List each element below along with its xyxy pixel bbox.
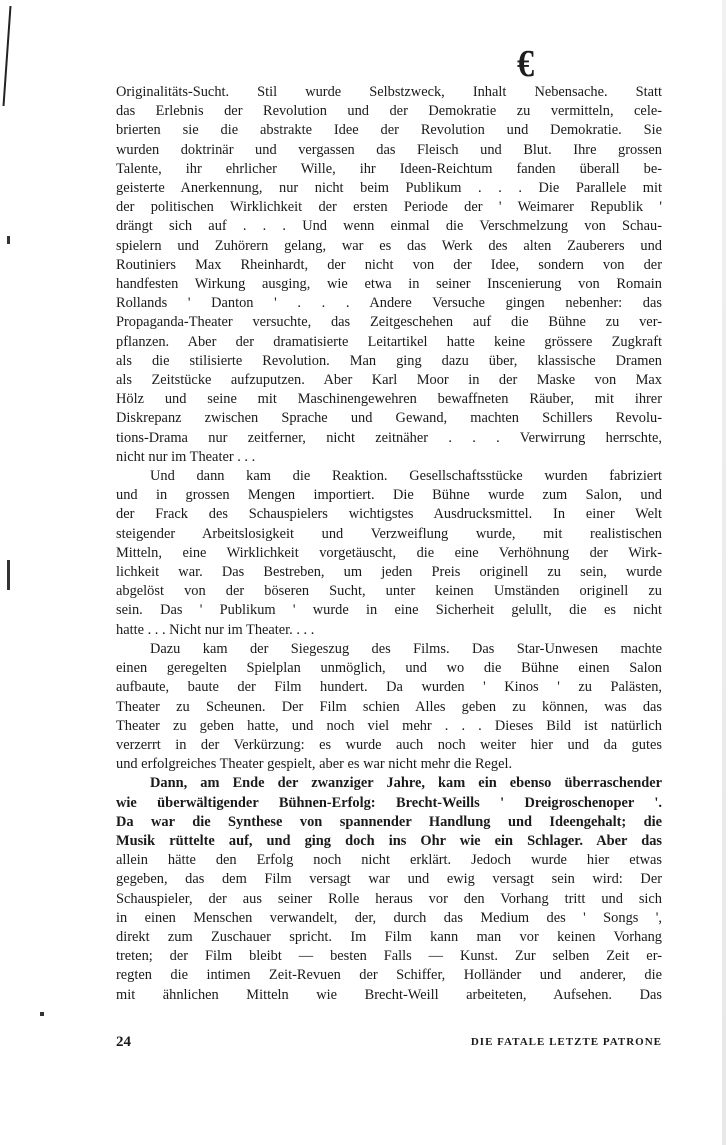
text-line: Dann, am Ende der zwanziger Jahre, kam ein ebenso überraschender xyxy=(150,775,662,792)
text-line: als die stilisierte Revolution. Man ging dazu über, klassische Dramen xyxy=(116,352,662,369)
text-line: Theater zu geben hatte, und noch viel mehr . . . Dieses Bild ist natürlich xyxy=(116,717,662,734)
text-line: direkt zum Zuschauer spricht. Im Film kann man vor keinen Vorhang xyxy=(116,928,662,945)
text-line: geisterte Anerkennung, nur nicht beim Publikum . . . Die Parallele mit xyxy=(116,180,662,197)
text-line: mit ähnlichen Mitteln wie Brecht-Weill arbeiteten, Aufsehen. Das xyxy=(116,986,662,1003)
text-line: abgelöst von der böseren Sucht, unter keinen Umständen originell zu xyxy=(116,583,662,600)
text-line: tions-Drama nur zeitferner, nicht zeitnäher . . . Verwirrung herrschte, xyxy=(116,429,662,446)
text-line: einen geregelten Spielplan unmöglich, und wo die Bühne einen Salon xyxy=(116,660,662,677)
text-line: Rollands ' Danton ' . . . Andere Versuche gingen nebenher: das xyxy=(116,295,662,312)
text-line: verzerrt in der Verkürzung: es wurde auch noch weiter hier und da gutes xyxy=(116,736,662,753)
page-ornament: € xyxy=(516,43,535,85)
text-line: Diskrepanz zwischen Sprache und Gewand, machten Schillers Revolu- xyxy=(116,410,662,427)
text-line: spielern und Zuhörern gelang, war es das Werk des alten Zauberers und xyxy=(116,237,662,254)
text-line: nicht nur im Theater . . . xyxy=(116,448,256,465)
body-text xyxy=(116,83,662,1005)
paragraph-2 xyxy=(116,467,662,640)
scan-mark xyxy=(7,560,10,590)
text-line: sein. Das ' Publikum ' wurde in eine Sicherheit gelullt, die es nicht xyxy=(116,602,662,619)
text-line: und erfolgreiches Theater gespielt, aber es war nicht mehr die Regel. xyxy=(116,756,513,773)
text-line: brierten sie die abstrakte Idee der Revolution und Demokratie. Sie xyxy=(116,122,662,139)
text-line: aufbaute, baute der Film hundert. Da wurden ' Kinos ' zu Palästen, xyxy=(116,679,662,696)
page-number: 24 xyxy=(116,1034,131,1050)
paragraph-1 xyxy=(116,83,662,467)
text-line: Schauspieler, der aus seiner Rolle heraus vor den Vorhang tritt und sich xyxy=(116,890,662,907)
text-line: gegeben, das dem Film versagt war und ewig versagt sein wird: Der xyxy=(116,871,662,888)
text-line: drängt sich auf . . . Und wenn einmal die Verschmelzung von Schau- xyxy=(116,218,662,235)
text-line: Dazu kam der Siegeszug des Films. Das Star-Unwesen machte xyxy=(150,640,662,657)
text-line: Hölz und seine mit Maschinengewehren bewaffneten Räuber, mit ihrer xyxy=(116,391,662,408)
text-line: als Zeitstücke aufzuputzen. Aber Karl Moor in der Maske von Max xyxy=(116,372,662,389)
text-line: der Frack des Schauspielers wichtigstes Ausdrucksmittel. In einer Welt xyxy=(116,506,662,523)
text-line: treten; der Film bleibt — besten Falls — Kunst. Zur selben Zeit er- xyxy=(116,948,662,965)
text-line: hatte . . . Nicht nur im Theater. . . . xyxy=(116,621,315,638)
text-line: Talente, ihr ehrlicher Wille, ihr Ideen-Reichtum fanden überall be- xyxy=(116,160,662,177)
page-footer xyxy=(116,1034,662,1054)
text-line: Routiniers Max Rheinhardt, der nicht von der Idee, sondern von der xyxy=(116,256,662,273)
scan-edge-right xyxy=(722,0,726,1145)
paragraph-4 xyxy=(116,774,662,1004)
text-line: Da war die Synthese von spannender Handlung und Ideengehalt; die xyxy=(116,813,662,830)
scan-edge-left xyxy=(3,6,15,106)
text-line: das Erlebnis der Revolution und der Demokratie zu vermitteln, cele- xyxy=(116,103,662,120)
scan-mark xyxy=(40,1012,44,1016)
text-line: Propaganda-Theater versuchte, das Zeitgeschehen auf die Bühne zu ver- xyxy=(116,314,662,331)
text-line: steigender Arbeitslosigkeit und Verzweiflung wurde, mit realistischen xyxy=(116,525,662,542)
text-line: pflanzen. Aber der dramatisierte Leitartikel hatte keine grössere Zugkraft xyxy=(116,333,662,350)
paragraph-3 xyxy=(116,640,662,774)
text-line: handfesten Wirkung ausging, wie etwa in seiner Inscenierung von Romain xyxy=(116,276,662,293)
text-line: wie überwältigender Bühnen-Erfolg: Brecht-Weills ' Dreigroschenoper '. xyxy=(116,794,662,811)
text-line: Und dann kam die Reaktion. Gesellschaftsstücke wurden fabriziert xyxy=(150,468,662,485)
text-line: Musik rüttelte auf, und ging doch ins Ohr wie ein Schlager. Aber das xyxy=(116,832,662,849)
running-title: DIE FATALE LETZTE PATRONE xyxy=(470,1036,662,1048)
text-line: der politischen Wirklichkeit der ersten Periode der ' Weimarer Republik ' xyxy=(116,199,662,216)
text-line: lichkeit war. Das Bestreben, um jeden Preis originell zu sein, wurde xyxy=(116,564,662,581)
text-line: Theater zu Scheunen. Der Film schien Alles geben zu können, was das xyxy=(116,698,662,715)
text-line: und in grossen Mengen importiert. Die Bühne wurde zum Salon, und xyxy=(116,487,662,504)
text-line: in einen Menschen verwandelt, der, durch das Medium des ' Songs ', xyxy=(116,909,662,926)
text-line: Mitteln, eine Wirklichkeit vorgetäuscht, die eine Verhöhnung der Wirk- xyxy=(116,544,662,561)
text-line: wurden doktrinär und vergassen das Fleisch und Blut. Ihre grossen xyxy=(116,141,662,158)
scan-mark xyxy=(7,236,10,244)
text-line: regten die intimen Zeit-Revuen der Schiffer, Holländer und anderer, die xyxy=(116,967,662,984)
text-line: allein hätte den Erfolg noch nicht erklärt. Jedoch wurde hier etwas xyxy=(116,852,662,869)
text-line: Originalitäts-Sucht. Stil wurde Selbstzweck, Inhalt Nebensache. Statt xyxy=(116,84,662,100)
